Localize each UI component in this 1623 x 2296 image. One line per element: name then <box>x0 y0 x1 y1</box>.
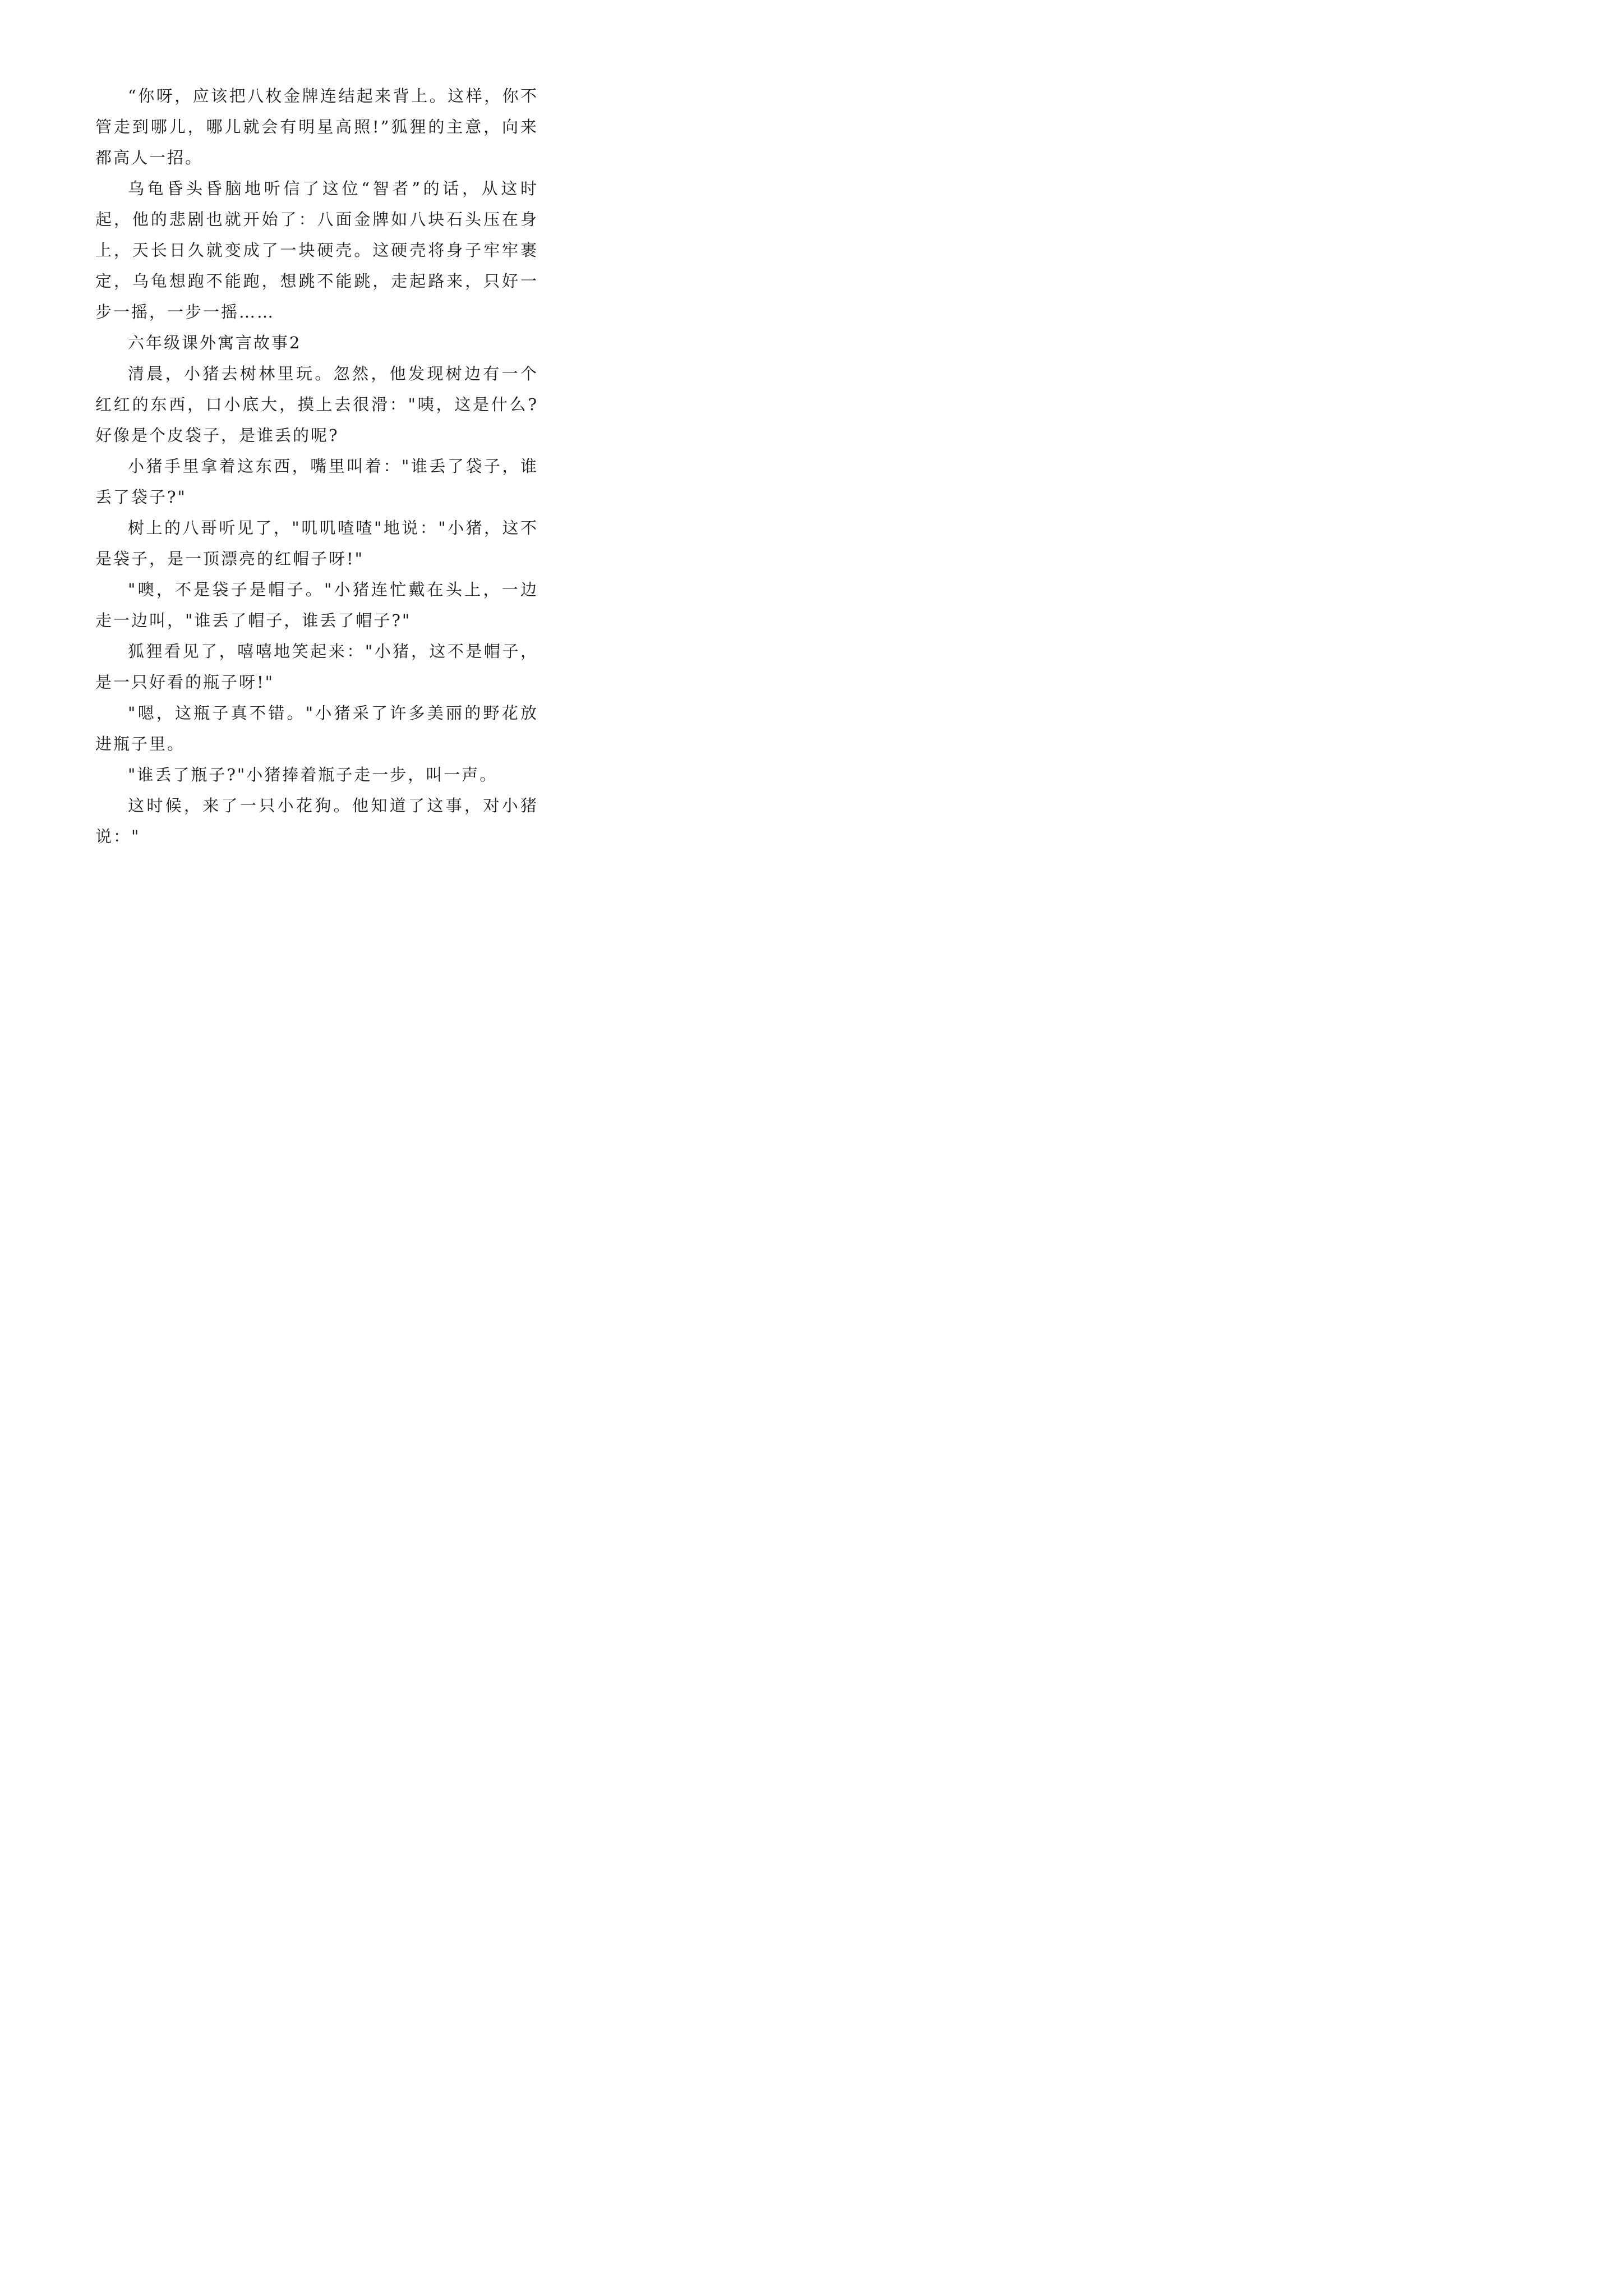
document-page <box>0 0 628 889</box>
paragraph-tortoise-shell: 乌龟昏头昏脑地听信了这位“智者”的话，从这时起，他的悲剧也就开始了：八面金牌如八块石头压在身上，天长日久就变成了一块硬壳。这硬壳将身子牢牢裹定，乌龟想跑不能跑，想跳不能跳，走起路来，只好一步一摇，一步一摇…… <box>95 179 538 321</box>
paragraph-piglet-finds-object: 清晨，小猪去树林里玩。忽然，他发现树边有一个红红的东西，口小底大，摸上去很滑："咦，这是什么?好像是个皮袋子，是谁丢的呢? <box>95 364 538 445</box>
paragraph-piglet-fills-bottle: "嗯，这瓶子真不错。"小猪采了许多美丽的野花放进瓶子里。 <box>95 703 538 753</box>
paragraph-myna-says-hat: 树上的八哥听见了，"叽叽喳喳"地说："小猪，这不是袋子，是一顶漂亮的红帽子呀!" <box>95 518 538 568</box>
paragraph-piglet-calls-bottle: "谁丢了瓶子?"小猪捧着瓶子走一步，叫一声。 <box>128 765 498 784</box>
paragraph-piglet-calls-bag: 小猪手里拿着这东西，嘴里叫着："谁丢了袋子，谁丢了袋子?" <box>95 457 538 507</box>
story-heading: 六年级课外寓言故事2 <box>128 333 302 352</box>
paragraph-fox-advice: “你呀，应该把八枚金牌连结起来背上。这样，你不管走到哪儿，哪儿就会有明星高照!”狐狸的主意，向来都高人一招。 <box>95 86 538 167</box>
paragraph-piglet-wears-hat: "噢，不是袋子是帽子。"小猪连忙戴在头上，一边走一边叫，"谁丢了帽子，谁丢了帽子?" <box>95 580 538 630</box>
document-body <box>95 81 538 852</box>
paragraph-fox-says-bottle: 狐狸看见了，嘻嘻地笑起来："小猪，这不是帽子，是一只好看的瓶子呀!" <box>95 642 538 692</box>
paragraph-puppy-arrives: 这时候，来了一只小花狗。他知道了这事，对小猪说：" <box>95 796 538 846</box>
